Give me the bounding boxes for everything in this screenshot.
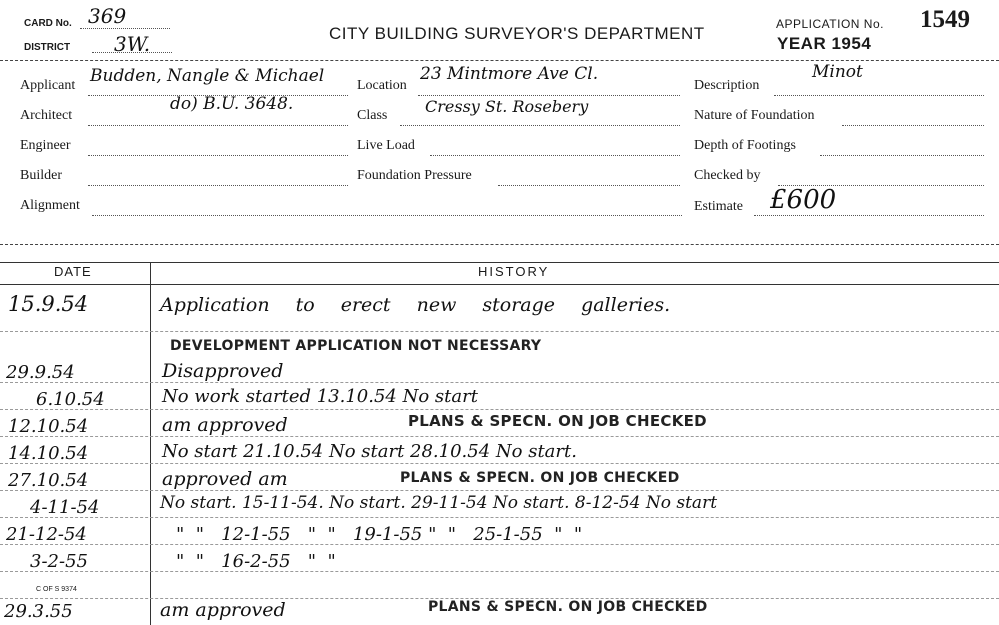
table-row-history: Disapproved [162,360,284,382]
application-no-value: 1549 [920,6,970,33]
nature-of-foundation-label: Nature of Foundation [694,108,815,123]
card-no-value: 369 [88,4,127,28]
class-label: Class [357,108,388,123]
table-row-history: am approved [160,599,286,621]
table-row-stamp: PLANS & SPECN. ON JOB CHECKED [408,412,707,430]
table-row-date: 4-11-54 [30,497,100,518]
form-code: C OF S 9374 [36,586,77,593]
date-header: DATE [54,264,92,279]
engineer-label: Engineer [20,138,71,153]
district-label: DISTRICT [24,42,71,53]
class-value: Cressy St. Rosebery [425,97,589,116]
table-row-stamp: DEVELOPMENT APPLICATION NOT NECESSARY [170,338,542,354]
checked-by-label: Checked by [694,168,761,183]
table-row-date: 3-2-55 [30,551,88,572]
estimate-label: Estimate [694,199,743,214]
table-row-date: 6.10.54 [36,389,105,410]
district-value: 3W. [114,32,151,56]
history-header: HISTORY [478,264,550,279]
table-row-date: 14.10.54 [8,443,89,464]
location-value: 23 Mintmore Ave Cl. [420,64,599,84]
description-value: Minot [812,62,863,82]
estimate-value: £600 [770,185,837,215]
live-load-label: Live Load [357,138,415,153]
description-label: Description [694,78,760,93]
table-row-history: Application to erect new storage galleries. [160,294,671,316]
applicant-value: Budden, Nangle & Michael [90,66,325,86]
architect-value: do) B.U. 3648. [170,94,294,114]
depth-of-footings-label: Depth of Footings [694,138,796,153]
table-row-date: 29.9.54 [6,362,75,383]
table-row-stamp: PLANS & SPECN. ON JOB CHECKED [428,599,708,615]
header-divider [0,60,999,61]
table-row-history: " " 16-2-55 " " [176,551,336,572]
builder-label: Builder [20,168,62,183]
fields-divider [0,244,999,245]
table-row-history: approved am [162,468,288,490]
table-row-history: No start 21.10.54 No start 28.10.54 No start. [162,441,577,462]
location-label: Location [357,78,407,93]
architect-label: Architect [20,108,73,123]
table-row-history: " " 12-1-55 " " 19-1-55 " " 25-1-55 " " [176,524,583,545]
card-no-label: CARD No. [24,18,72,29]
alignment-label: Alignment [20,198,80,213]
table-row-history: No work started 13.10.54 No start [162,386,478,407]
application-no-label: APPLICATION No. [776,17,884,31]
table-row-history: am approved [162,414,288,436]
table-row-history: No start. 15-11-54. No start. 29-11-54 No start. 8-12-54 No start [160,493,718,513]
foundation-pressure-label: Foundation Pressure [357,168,472,183]
table-row-date: 12.10.54 [8,416,89,437]
table-row-date: 21-12-54 [6,524,87,545]
table-row-date: 15.9.54 [8,292,89,316]
table-row-stamp: PLANS & SPECN. ON JOB CHECKED [400,470,680,486]
applicant-label: Applicant [20,78,76,93]
table-row-date: 27.10.54 [8,470,89,491]
year-label: YEAR 1954 [777,34,872,53]
department-title: CITY BUILDING SURVEYOR'S DEPARTMENT [329,24,705,43]
table-row-date: 29.3.55 [4,601,73,622]
